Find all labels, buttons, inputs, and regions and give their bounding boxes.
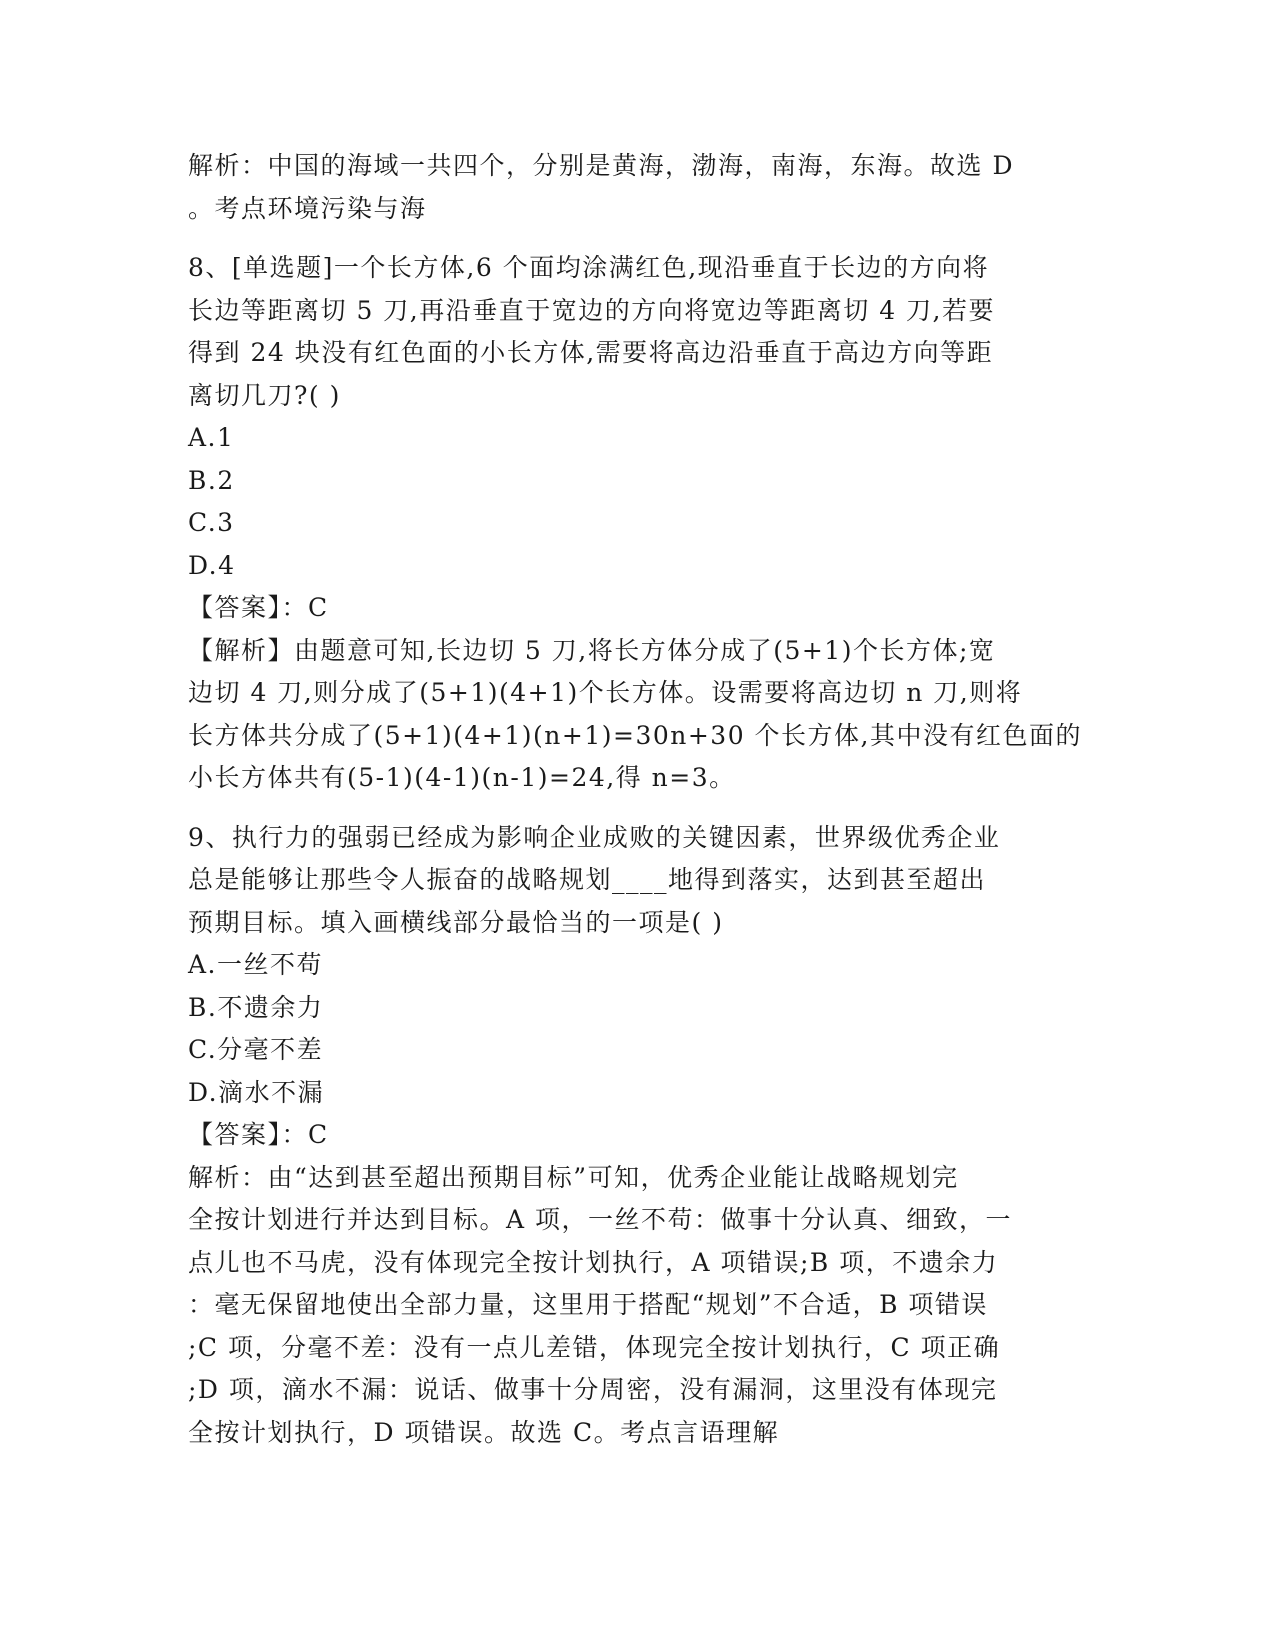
question-stem-line: 9、执行力的强弱已经成为影响企业成败的关键因素，世界级优秀企业 bbox=[188, 822, 1001, 852]
option-a: A.一丝不苟 bbox=[188, 950, 324, 979]
analysis-line: 全按计划执行，D 项错误。故选 C。考点言语理解 bbox=[188, 1417, 780, 1447]
question-8 bbox=[188, 247, 1088, 800]
paragraph-gap bbox=[188, 230, 1088, 247]
analysis-line: 。考点环境污染与海 bbox=[188, 193, 427, 223]
question-stem-line: 长边等距离切 5 刀,再沿垂直于宽边的方向将宽边等距离切 4 刀,若要 bbox=[188, 295, 995, 325]
analysis-line: ;C 项，分毫不差：没有一点儿差错，体现完全按计划执行，C 项正确 bbox=[188, 1332, 1001, 1362]
question-stem-line: 8、[单选题]一个长方体,6 个面均涂满红色,现沿垂直于长边的方向将 bbox=[188, 253, 990, 282]
analysis-line: 【解析】由题意可知,长边切 5 刀,将长方体分成了(5+1)个长方体;宽 bbox=[188, 635, 996, 665]
question-stem-line: 预期目标。填入画横线部分最恰当的一项是( ) bbox=[188, 907, 724, 937]
analysis-line: 小长方体共有(5-1)(4-1)(n-1)=24,得 n=3。 bbox=[188, 763, 736, 792]
question-9 bbox=[188, 817, 1088, 1455]
answer-line: 【答案】：C bbox=[188, 1120, 329, 1149]
question-stem-line: 离切几刀?( ) bbox=[188, 380, 341, 410]
option-d: D.4 bbox=[188, 550, 236, 580]
prev-question-analysis bbox=[188, 145, 1088, 230]
analysis-line: 边切 4 刀,则分成了(5+1)(4+1)个长方体。设需要将高边切 n 刀,则将 bbox=[188, 678, 1023, 707]
analysis-line: 点儿也不马虎，没有体现完全按计划执行，A 项错误;B 项，不遗余力 bbox=[188, 1247, 999, 1277]
option-a: A.1 bbox=[188, 423, 235, 452]
option-b: B.2 bbox=[188, 465, 235, 495]
option-b: B.不遗余力 bbox=[188, 992, 324, 1022]
analysis-line: 全按计划进行并达到目标。A 项，一丝不苟：做事十分认真、细致，一 bbox=[188, 1205, 1013, 1234]
question-stem-line: 得到 24 块没有红色面的小长方体,需要将高边沿垂直于高边方向等距 bbox=[188, 338, 994, 367]
option-c: C.3 bbox=[188, 508, 235, 537]
document-page bbox=[188, 145, 1088, 1454]
question-stem-line: 总是能够让那些令人振奋的战略规划____地得到落实，达到甚至超出 bbox=[188, 865, 987, 894]
paragraph-gap bbox=[188, 800, 1088, 817]
analysis-line: 解析：中国的海域一共四个，分别是黄海，渤海，南海，东海。故选 D bbox=[188, 151, 1014, 180]
analysis-line: ;D 项，滴水不漏：说话、做事十分周密，没有漏洞，这里没有体现完 bbox=[188, 1375, 998, 1404]
analysis-line: ：毫无保留地使出全部力量，这里用于搭配“规划”不合适，B 项错误 bbox=[188, 1290, 988, 1319]
analysis-line: 长方体共分成了(5+1)(4+1)(n+1)=30n+30 个长方体,其中没有红色面的 bbox=[188, 720, 1083, 750]
answer-line: 【答案】：C bbox=[188, 593, 329, 622]
analysis-line: 解析：由“达到甚至超出预期目标”可知，优秀企业能让战略规划完 bbox=[188, 1162, 959, 1192]
option-d: D.滴水不漏 bbox=[188, 1077, 325, 1107]
option-c: C.分毫不差 bbox=[188, 1035, 324, 1064]
